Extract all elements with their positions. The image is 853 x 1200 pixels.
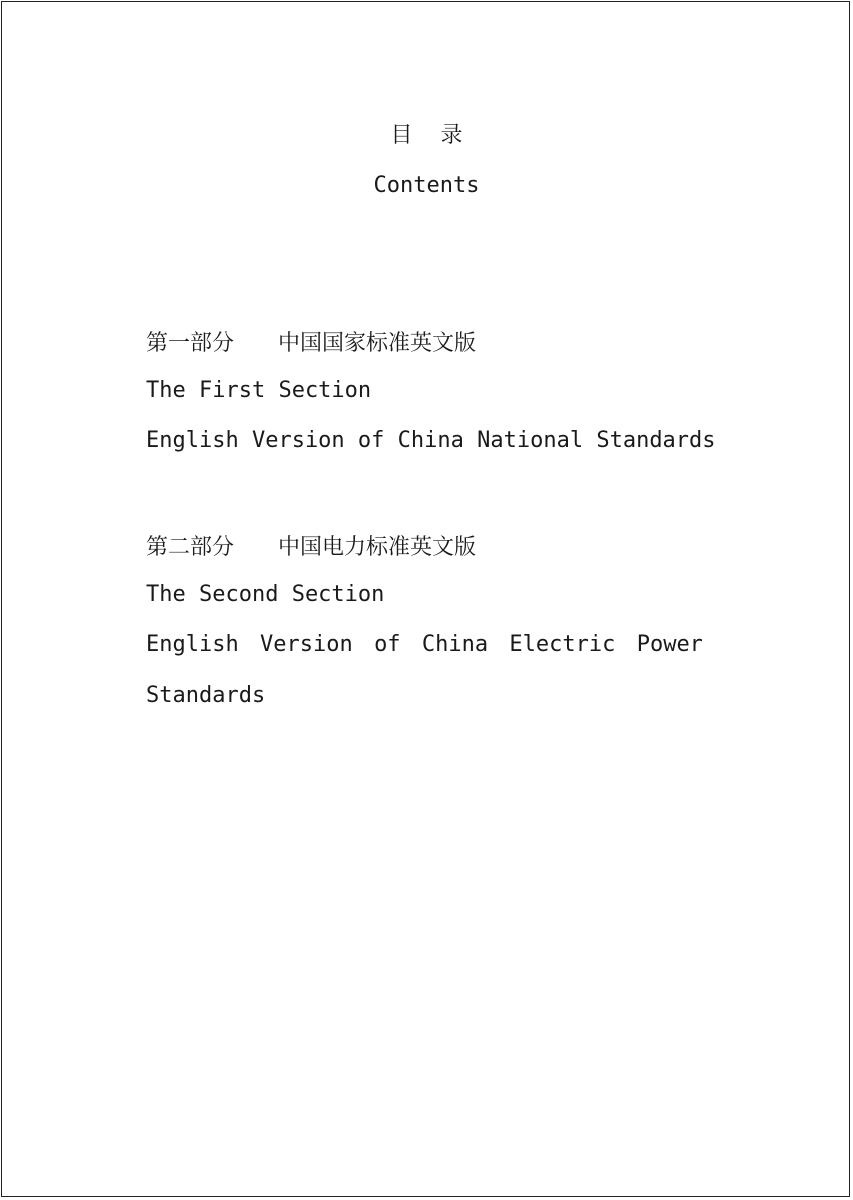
- section-1-chinese-title: [146, 326, 476, 357]
- section-2-title-en-line2: Standards: [146, 683, 266, 708]
- title-word: Version: [260, 632, 353, 657]
- section-2-chinese-title: [146, 530, 476, 561]
- title-word: China: [421, 632, 489, 657]
- section-2-label-cn: 第二部分: [146, 535, 235, 560]
- contents-heading-english: Contents: [373, 173, 480, 198]
- section-1-label-en: The First Section: [146, 378, 372, 403]
- section-1-title-en: English Version of China National Standards: [146, 428, 716, 453]
- title-word: Electric: [509, 632, 616, 657]
- contents-heading-chinese: 目录: [390, 123, 491, 148]
- section-2-title-en-line1: [146, 632, 703, 657]
- section-1-title-cn: 中国国家标准英文版: [278, 331, 477, 356]
- section-1-label-cn: 第一部分: [146, 331, 235, 356]
- title-word: of: [374, 632, 401, 657]
- section-2-label-en: The Second Section: [146, 582, 385, 607]
- title-word: Power: [636, 632, 703, 657]
- section-2-title-cn: 中国电力标准英文版: [278, 535, 477, 560]
- title-word: English: [146, 632, 239, 657]
